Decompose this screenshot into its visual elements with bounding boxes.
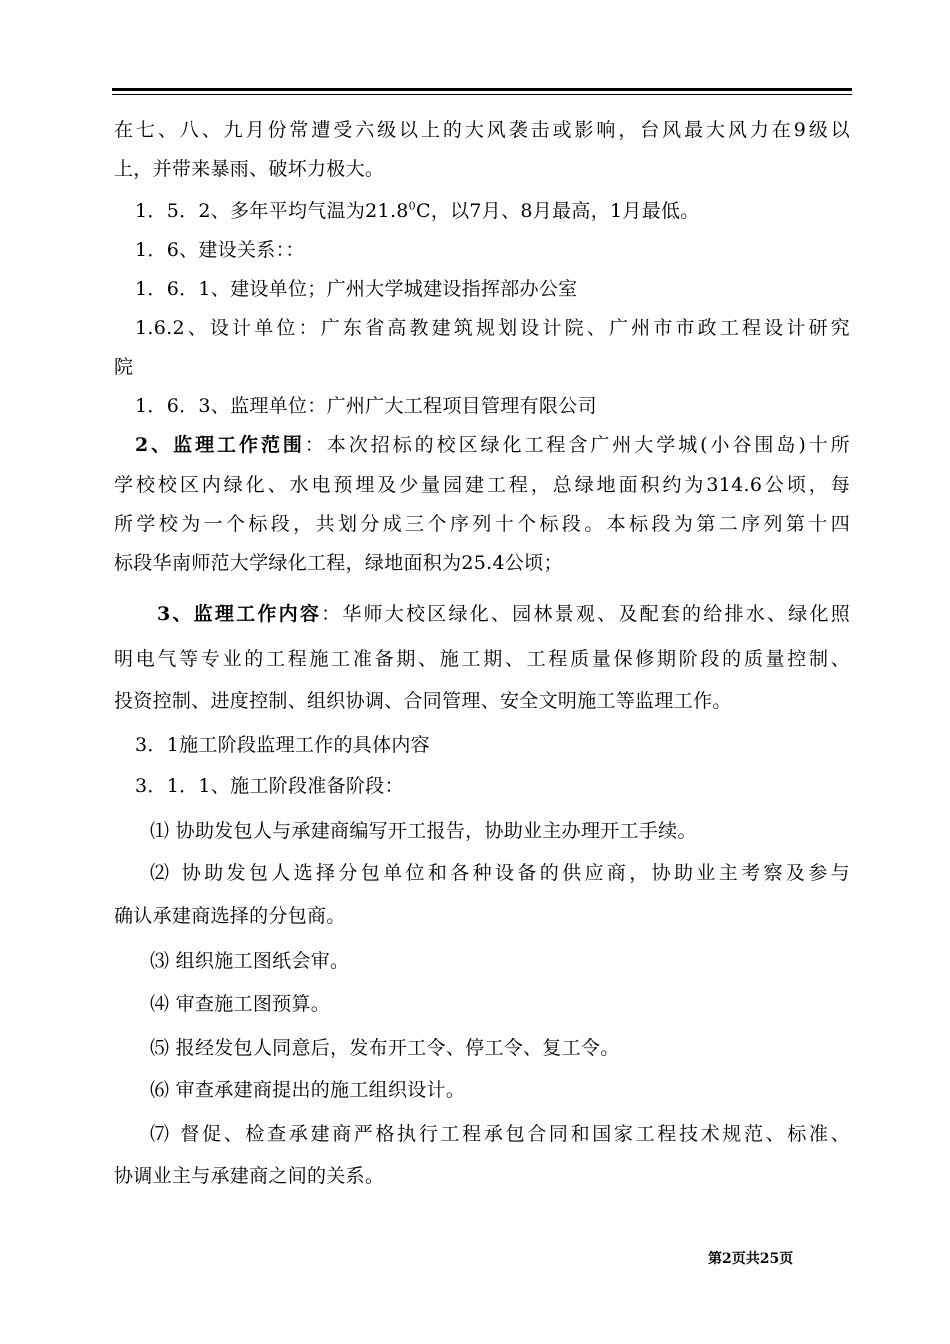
text-line: 1．6．3、监理单位：广州广大工程项目管理有限公司 <box>135 395 597 417</box>
section-heading-rest: ：本次招标的校区绿化工程含广州大学城(小谷围岛)十所 <box>304 434 850 456</box>
text-line: 确认承建商选择的分包商。 <box>114 905 346 927</box>
header-rule-thick <box>112 88 852 91</box>
text-line: 1．6．1、建设单位；广州大学城建设指挥部办公室 <box>135 278 578 300</box>
text-line <box>135 432 850 458</box>
section-heading: 2、监理工作范围 <box>135 434 305 456</box>
text-line: 1.6.2、设计单位：广东省高教建筑规划设计院、广州市市政工程设计研究 <box>135 317 850 339</box>
text-line: 协调业主与承建商之间的关系。 <box>114 1165 385 1187</box>
text-line: 学校校区内绿化、水电预埋及少量园建工程，总绿地面积约为314.6公顷，每 <box>114 474 850 496</box>
section-heading: 3、监理工作内容 <box>157 603 322 625</box>
list-item: ⑵ 协助发包人选择分包单位和各种设备的供应商，协助业主考察及参与 <box>150 862 850 884</box>
list-item: ⑺ 督促、检查承建商严格执行工程承包合同和国家工程技术规范、标准、 <box>150 1123 850 1145</box>
text-line: 1．6、建设关系：： <box>135 239 305 261</box>
list-item: ⑴ 协助发包人与承建商编写开工报告，协助业主办理开工手续。 <box>150 820 697 842</box>
text-line: 上，并带来暴雨、破坏力极大。 <box>114 158 385 180</box>
page-number-footer: 第2页共25页 <box>708 1251 794 1267</box>
text-line <box>135 198 700 224</box>
text-line <box>157 601 850 627</box>
temperature-text: 1．5．2、多年平均气温为21.8 <box>135 200 409 222</box>
text-line: 所学校为一个标段，共划分成三个序列十个标段。本标段为第二序列第十四 <box>114 513 850 535</box>
list-item: ⑹ 审查承建商提出的施工组织设计。 <box>150 1079 466 1101</box>
text-line: 标段华南师范大学绿化工程，绿地面积为25.4公顷； <box>114 552 563 574</box>
list-item: ⑸ 报经发包人同意后，发布开工令、停工令、复工令。 <box>150 1037 620 1059</box>
text-line: 3．1施工阶段监理工作的具体内容 <box>135 734 430 756</box>
list-item: ⑶ 组织施工图纸会审。 <box>150 950 350 972</box>
text-line: 在七、八、九月份常遭受六级以上的大风袭击或影响，台风最大风力在9级以 <box>114 119 850 141</box>
text-line: 院 <box>114 356 134 378</box>
temperature-text-rest: C，以7月、8月最高，1月最低。 <box>415 200 700 222</box>
text-line: 明电气等专业的工程施工准备期、施工期、工程质量保修期阶段的质量控制、 <box>114 648 850 670</box>
text-line: 3．1．1、施工阶段准备阶段： <box>135 775 404 797</box>
header-rule-thin <box>112 94 852 95</box>
degree-superscript: 0 <box>408 199 416 213</box>
list-item: ⑷ 审查施工图预算。 <box>150 993 331 1015</box>
text-line: 投资控制、进度控制、组织协调、合同管理、安全文明施工等监理工作。 <box>114 690 732 712</box>
section-heading-rest: ：华师大校区绿化、园林景观、及配套的给排水、绿化照 <box>321 603 850 625</box>
